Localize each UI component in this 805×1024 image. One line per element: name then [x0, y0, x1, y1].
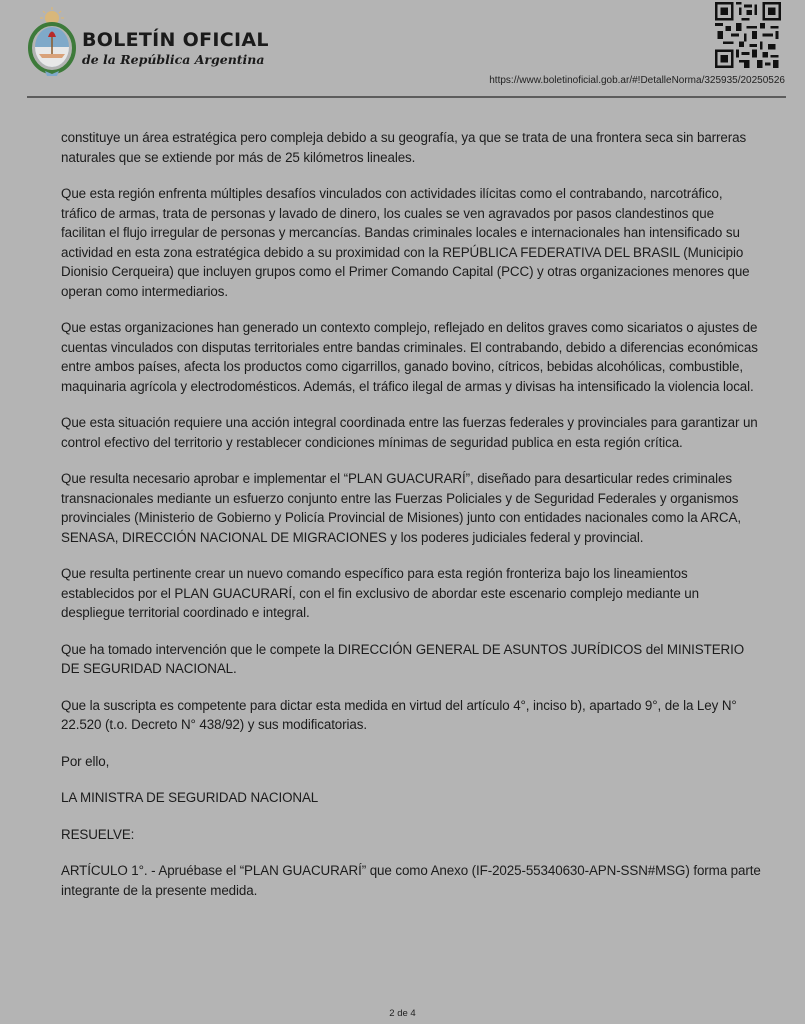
qr-code-icon: [713, 2, 783, 68]
paragraph: ARTÍCULO 1°. - Apruébase el “PLAN GUACURARÍ” que como Anexo (IF-2025-55340630-APN-SSN#MSG) forma parte integrante de la presente medida.: [61, 863, 761, 898]
document-body: [61, 128, 761, 917]
paragraph: Que resulta pertinente crear un nuevo comando específico para esta región fronteriza bajo los lineamientos establecidos por el PLAN GUACURARÍ, con el fin exclusivo de abordar este escenario complejo mediante un despliegue territorial coordinado e integral.: [61, 566, 699, 620]
paragraph: Que estas organizaciones han generado un contexto complejo, reflejado en delitos graves como sicariatos o ajustes de cuentas vinculados con disputas territoriales entre bandas criminales. El contrabando, debido a diferencias económicas entre ambos países, afecta los productos como cigarrillos, ganado bovino, cítricos, bebidas alcohólicas, combustible, maquinaria agrícola y electrodomésticos. Además, el tráfico ilegal de armas y divisas ha intensificado la violencia local.: [61, 320, 758, 394]
paragraph: Por ello,: [61, 753, 110, 769]
paragraph: Que resulta necesario aprobar e implementar el “PLAN GUACURARÍ”, diseñado para desarticular redes criminales transnacionales mediante un esfuerzo conjunto entre las Fuerzas Policiales y de Seguridad Federales y organismos provinciales (Ministerio de Gobierno y Policía Provincial de Misiones) junto con entidades nacionales como la ARCA, SENASA, DIRECCIÓN NACIONAL DE MIGRACIONES y los poderes judiciales federal y provincial.: [61, 471, 741, 545]
paragraph: RESUELVE:: [61, 826, 135, 842]
document-header: [0, 0, 805, 100]
paragraph: Que esta situación requiere una acción integral coordinada entre las fuerzas federales y provinciales para garantizar un control efectivo del territorio y restablecer condiciones mínimas de seguridad publica en esta región crítica.: [61, 415, 758, 450]
paragraph: Que la suscripta es competente para dictar esta medida en virtud del artículo 4°, inciso b), apartado 9°, de la Ley N° 22.520 (t.o. Decreto N° 438/92) y sus modificatorias.: [61, 697, 737, 732]
header-divider: [27, 96, 786, 98]
argentina-coat-of-arms-icon: [27, 6, 77, 78]
document-url[interactable]: https://www.boletinoficial.gob.ar/#!DetalleNorma/325935/20250526: [489, 75, 785, 86]
paragraph: Que ha tomado intervención que le compete la DIRECCIÓN GENERAL DE ASUNTOS JURÍDICOS del MINISTERIO DE SEGURIDAD NACIONAL.: [61, 641, 745, 676]
brand-subtitle: de la República Argentina: [82, 52, 265, 67]
brand-title: BOLETÍN OFICIAL: [82, 29, 269, 51]
paragraph: Que esta región enfrenta múltiples desafíos vinculados con actividades ilícitas como el contrabando, narcotráfico, tráfico de armas, trata de personas y lavado de dinero, los cuales se ven agravados por pasos clandestinos que facilitan el flujo irregular de personas y mercancías. Bandas criminales locales e internacionales han intensificado su actividad en esta zona estratégica debido a su proximidad con la REPÚBLICA FEDERATIVA DEL BRASIL (Municipio Dionisio Cerqueira) que incluyen grupos como el Primer Comando Capital (PCC) y otras organizaciones menores que operan como intermediarios.: [61, 186, 750, 299]
paragraph: LA MINISTRA DE SEGURIDAD NACIONAL: [61, 790, 319, 805]
paragraph: constituye un área estratégica pero compleja debido a su geografía, ya que se trata de una frontera seca sin barreras naturales que se extiende por más de 25 kilómetros lineales.: [61, 130, 747, 165]
page-number: 2 de 4: [389, 1008, 416, 1019]
